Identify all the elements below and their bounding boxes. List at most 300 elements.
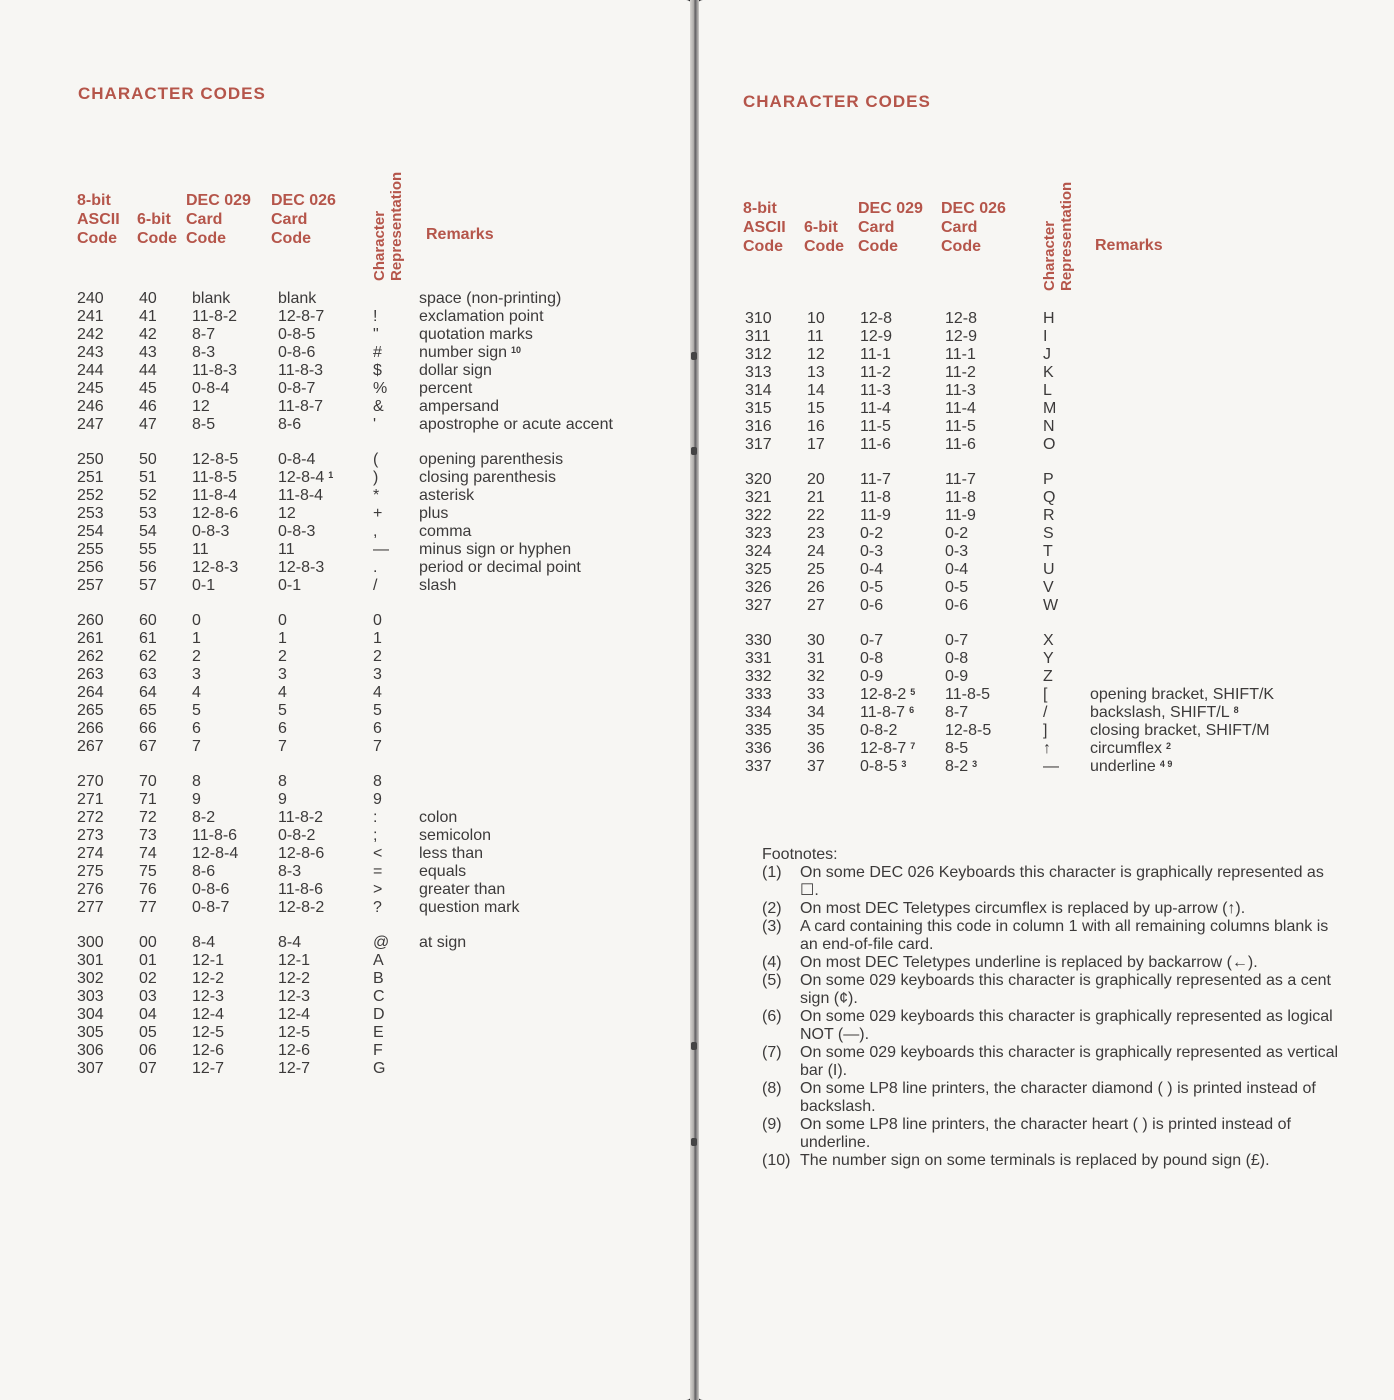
ascii-code-cell-text: 303 [77,988,104,1005]
sixbit-code-cell [807,758,860,776]
ascii-code-cell-text: 266 [77,720,104,737]
dec029-code-cell [860,525,945,543]
sixbit-code-cell [807,436,860,454]
staple [691,352,697,360]
dec029-code-cell [860,543,945,561]
dec029-code-cell-text: 11-9 [860,507,891,524]
dec029-code-cell-text: 12-4 [192,1006,225,1023]
character-cell [1043,704,1090,722]
ascii-code-cell-text: 277 [77,899,104,916]
sixbit-code-cell-text: 54 [139,523,157,540]
dec029-code-cell [192,702,278,720]
character-cell [373,702,419,720]
table-row [77,577,649,595]
dec029-code-cell [860,400,945,418]
table-row [745,561,1320,579]
dec029-code-cell [860,328,945,346]
table-row [745,382,1320,400]
footnote-item [762,1044,1342,1080]
remarks-cell [419,684,649,702]
ascii-code-cell [77,863,139,881]
sixbit-code-cell [807,525,860,543]
dec029-code-cell-text: 12-6 [192,1042,225,1059]
character-cell [1043,418,1090,436]
remarks-cell [419,559,649,577]
ascii-code-cell [745,346,807,364]
dec029-code-cell-text: 0-9 [860,668,884,685]
ascii-code-cell-text: 256 [77,559,104,576]
spacer-cell [77,595,649,612]
dec026-code-cell-text: 8-5 [945,740,969,757]
character-cell-text: % [373,380,388,397]
character-cell-text: . [373,559,378,576]
character-cell-text: > [373,881,383,898]
character-cell [1043,650,1090,668]
header-line: DEC 029 [858,200,923,217]
table-row [745,364,1320,382]
ascii-code-cell [77,612,139,630]
sixbit-code-cell [807,489,860,507]
ascii-code-cell [77,899,139,917]
footnotes [762,846,1342,1170]
dec026-code-cell-text: 0-2 [945,525,969,542]
sixbit-code-cell [807,364,860,382]
dec026-code-cell [945,471,1043,489]
header-line: Representation [1058,181,1075,291]
ascii-code-cell-text: 335 [745,722,772,739]
dec029-code-cell [192,630,278,648]
ascii-code-cell [77,630,139,648]
remarks-cell [1090,436,1320,454]
header-line: Code [137,230,177,247]
dec029-code-cell [192,791,278,809]
dec029-code-cell-text: 11-3 [860,382,891,399]
character-cell [373,648,419,666]
ascii-code-cell-text: 247 [77,416,104,433]
dec026-code-cell-text: 0-9 [945,668,969,685]
dec026-code-cell-text: 12-5 [278,1024,311,1041]
dec026-code-cell [945,418,1043,436]
sixbit-code-cell [139,290,192,308]
table-row [77,970,649,988]
dec029-code-cell [860,632,945,650]
dec026-code-cell-text: 8-2 [945,758,969,775]
sixbit-code-cell [139,738,192,756]
dec029-code-cell [192,773,278,791]
table-row [77,934,649,952]
footnote-ref: 1 [328,470,334,480]
dec026-code-cell-text: 8-6 [278,416,302,433]
character-cell-text: @ [373,934,390,951]
dec026-code-cell-text: 0-7 [945,632,969,649]
table-row [745,507,1320,525]
header-line: ASCII [77,211,120,228]
dec026-code-cell-text: 12-8-2 [278,899,325,916]
ascii-code-cell-text: 306 [77,1042,104,1059]
footnote-text: The number sign on some terminals is replaced by pound sign (£). [800,1152,1270,1169]
table-row [77,827,649,845]
sixbit-code-cell [139,469,192,487]
dec029-code-cell-text: 0 [192,612,201,629]
ascii-code-cell-text: 261 [77,630,104,647]
character-cell [373,827,419,845]
sixbit-code-cell-text: 76 [139,881,157,898]
dec029-code-cell [192,416,278,434]
dec026-code-cell [945,632,1043,650]
table-row [77,952,649,970]
character-cell-text: P [1043,471,1054,488]
dec026-code-cell-text: 0-8-6 [278,344,316,361]
ascii-code-cell [745,561,807,579]
table-row [745,668,1320,686]
sixbit-code-cell-text: 02 [139,970,157,987]
ascii-code-cell-text: 244 [77,362,104,379]
sixbit-code-cell-text: 73 [139,827,157,844]
sixbit-code-cell [139,1006,192,1024]
ascii-code-cell [745,382,807,400]
footnote-ref: 7 [910,741,916,751]
dec026-code-cell-text: 0-8-7 [278,380,316,397]
remarks-cell-text: asterisk [419,487,475,504]
sixbit-code-cell-text: 50 [139,451,157,468]
header-remarks: Remarks [1095,237,1163,254]
remarks-cell [419,290,649,308]
table-row [745,632,1320,650]
remarks-cell [419,523,649,541]
dec026-code-cell [945,489,1043,507]
dec026-code-cell-text: 12-4 [278,1006,311,1023]
ascii-code-cell-text: 334 [745,704,772,721]
ascii-code-cell [745,686,807,704]
character-cell-text: O [1043,436,1056,453]
dec029-code-cell-text: 8-3 [192,344,216,361]
sixbit-code-cell-text: 37 [807,758,825,775]
character-cell-text: ] [1043,722,1048,739]
ascii-code-cell [77,952,139,970]
left-page [0,0,692,1400]
character-cell [373,577,419,595]
character-cell [1043,489,1090,507]
sixbit-code-cell [139,1024,192,1042]
footnote-ref: 6 [909,705,915,715]
header-line: Code [271,230,311,247]
dec029-code-cell-text: 0-8-6 [192,881,230,898]
character-cell [1043,597,1090,615]
remarks-cell-text: apostrophe or acute accent [419,416,613,433]
character-cell [373,469,419,487]
footnote-number: (7) [762,1044,782,1061]
character-cell [1043,364,1090,382]
table-row [77,738,649,756]
ascii-code-cell [745,543,807,561]
sixbit-code-cell-text: 27 [807,597,825,614]
dec026-code-cell-text: 11-6 [945,436,976,453]
sixbit-code-cell-text: 12 [807,346,825,363]
dec026-code-cell-text: 0 [278,612,287,629]
table-row [77,469,649,487]
character-cell-text: 0 [373,612,382,629]
dec029-code-cell [860,650,945,668]
remarks-cell [419,416,649,434]
dec026-code-cell-text: 0-8-2 [278,827,316,844]
dec026-code-cell-text: 0-6 [945,597,969,614]
dec026-code-cell-text: 1 [278,630,287,647]
dec026-code-cell [278,290,373,308]
ascii-code-cell-text: 270 [77,773,104,790]
sixbit-code-cell-text: 01 [139,952,157,969]
footnotes-title: Footnotes: [762,846,838,863]
ascii-code-cell-text: 307 [77,1060,104,1077]
header-dec026-code [271,191,336,248]
sixbit-code-cell [139,326,192,344]
staple [691,1042,697,1050]
sixbit-code-cell-text: 13 [807,364,825,381]
character-cell [1043,436,1090,454]
remarks-cell [1090,668,1320,686]
sixbit-code-cell-text: 53 [139,505,157,522]
dec026-code-cell-text: 11-8-2 [278,809,324,826]
dec029-code-cell [192,899,278,917]
character-cell-text: 1 [373,630,382,647]
character-cell-text: : [373,809,378,826]
remarks-cell-text: colon [419,809,458,826]
sixbit-code-cell [807,740,860,758]
remarks-cell-text: quotation marks [419,326,533,343]
character-cell-text: F [373,1042,383,1059]
remarks-cell-text: comma [419,523,472,540]
character-cell-text: L [1043,382,1052,399]
character-cell [1043,382,1090,400]
remarks-cell [419,469,649,487]
dec029-code-cell [192,1042,278,1060]
dec029-code-cell [860,668,945,686]
dec029-code-cell-text: 8-5 [192,416,216,433]
footnote-ref: 8 [1233,705,1239,715]
remarks-cell [419,1042,649,1060]
dec029-code-cell [192,523,278,541]
ascii-code-cell [77,469,139,487]
sixbit-code-cell-text: 41 [139,308,157,325]
dec029-code-cell [860,436,945,454]
character-cell [373,791,419,809]
dec029-code-cell [192,380,278,398]
sixbit-code-cell-text: 61 [139,630,157,647]
remarks-cell-text: ampersand [419,398,500,415]
sixbit-code-cell-text: 20 [807,471,825,488]
remarks-cell [1090,525,1320,543]
dec029-code-cell [192,505,278,523]
dec026-code-cell [945,328,1043,346]
dec026-code-cell-text: 11-4 [945,400,976,417]
header-remarks: Remarks [426,226,494,243]
remarks-cell-text: space (non-printing) [419,290,562,307]
footnote-item [762,954,1342,972]
character-cell [373,380,419,398]
dec029-code-cell-text: 11-7 [860,471,891,488]
dec026-code-cell [278,326,373,344]
character-cell-text: J [1043,346,1051,363]
sixbit-code-cell [807,471,860,489]
dec029-code-cell [192,845,278,863]
character-cell [373,899,419,917]
dec026-code-cell [945,579,1043,597]
dec026-code-cell-text: 0-3 [945,543,969,560]
sixbit-code-cell [807,579,860,597]
sixbit-code-cell [139,451,192,469]
sixbit-code-cell [139,505,192,523]
dec026-code-cell-text: 11-8-7 [278,398,324,415]
book-gutter [690,0,699,1400]
dec026-code-cell-text: 0-1 [278,577,302,594]
ascii-code-cell [77,451,139,469]
remarks-cell [419,827,649,845]
sixbit-code-cell-text: 74 [139,845,157,862]
character-cell [373,308,419,326]
remarks-cell [419,881,649,899]
dec026-code-cell-text: 9 [278,791,287,808]
dec026-code-cell [278,773,373,791]
ascii-code-cell-text: 300 [77,934,104,951]
footnote-item [762,864,1342,900]
ascii-code-cell [745,328,807,346]
dec026-code-cell-text: 3 [278,666,287,683]
remarks-cell [1090,364,1320,382]
dec026-code-cell [278,720,373,738]
sixbit-code-cell-text: 16 [807,418,825,435]
remarks-cell [419,1060,649,1078]
table-row [77,398,649,416]
dec029-code-cell [860,346,945,364]
dec029-code-cell-text: 0-8-2 [860,722,898,739]
character-cell-text: ? [373,899,382,916]
table-row [745,310,1320,328]
dec026-code-cell [278,380,373,398]
character-cell [373,738,419,756]
character-cell-text: R [1043,507,1055,524]
sixbit-code-cell [807,668,860,686]
table-row [77,630,649,648]
table-row [77,416,649,434]
table-row [745,579,1320,597]
dec026-code-cell [278,952,373,970]
sixbit-code-cell [807,328,860,346]
sixbit-code-cell-text: 24 [807,543,825,560]
footnote-ref: 3 [901,759,907,769]
remarks-cell [419,308,649,326]
sixbit-code-cell-text: 43 [139,344,157,361]
remarks-cell [1090,650,1320,668]
sixbit-code-cell-text: 70 [139,773,157,790]
dec029-code-cell [192,541,278,559]
remarks-cell-text: closing parenthesis [419,469,556,486]
dec029-code-cell [192,720,278,738]
remarks-cell [1090,632,1320,650]
dec029-code-cell [860,418,945,436]
remarks-cell [419,666,649,684]
dec026-code-cell [945,650,1043,668]
dec026-code-cell [278,505,373,523]
footnote-number: (4) [762,954,782,971]
ascii-code-cell [77,988,139,1006]
sixbit-code-cell-text: 77 [139,899,157,916]
footnote-ref: 10 [511,345,522,355]
dec029-code-cell-text: 12-8-6 [192,505,239,522]
table-row [77,809,649,827]
dec029-code-cell-text: 12-8-4 [192,845,239,862]
remarks-cell [419,344,649,362]
dec026-code-cell-text: 12-7 [278,1060,311,1077]
dec029-code-cell-text: 9 [192,791,201,808]
character-code-table [77,290,649,1078]
character-cell-text: A [373,952,384,969]
sixbit-code-cell-text: 72 [139,809,157,826]
remarks-cell [1090,543,1320,561]
footnote-number: (9) [762,1116,782,1133]
ascii-code-cell-text: 326 [745,579,772,596]
character-cell [1043,328,1090,346]
sixbit-code-cell-text: 07 [139,1060,157,1077]
remarks-cell [1090,561,1320,579]
remarks-cell-text: less than [419,845,484,862]
table-row [77,505,649,523]
dec029-code-cell [192,362,278,380]
character-cell [1043,543,1090,561]
dec029-code-cell-text: 11 [192,541,209,558]
header-character-representation [1041,182,1075,291]
dec026-code-cell [278,881,373,899]
ascii-code-cell [77,827,139,845]
dec029-code-cell [192,1024,278,1042]
remarks-cell [419,1024,649,1042]
ascii-code-cell [77,523,139,541]
group-spacer [77,917,649,934]
ascii-code-cell-text: 312 [745,346,772,363]
dec026-code-cell [278,398,373,416]
character-cell [1043,632,1090,650]
ascii-code-cell [745,400,807,418]
character-cell [1043,579,1090,597]
dec029-code-cell-text: 0-6 [860,597,884,614]
character-cell-text: = [373,863,383,880]
group-spacer [77,756,649,773]
ascii-code-cell-text: 264 [77,684,104,701]
footnote-text: On most DEC Teletypes circumflex is replaced by up-arrow (↑). [800,900,1246,917]
table-row [77,1006,649,1024]
sixbit-code-cell-text: 06 [139,1042,157,1059]
group-spacer [77,434,649,451]
ascii-code-cell-text: 304 [77,1006,104,1023]
dec026-code-cell [945,597,1043,615]
sixbit-code-cell [807,632,860,650]
dec029-code-cell-text: 7 [192,738,201,755]
sixbit-code-cell [139,809,192,827]
dec026-code-cell-text: 12-6 [278,1042,311,1059]
header-line: ASCII [743,219,786,236]
ascii-code-cell [745,471,807,489]
ascii-code-cell-text: 267 [77,738,104,755]
character-cell [373,809,419,827]
sixbit-code-cell-text: 67 [139,738,157,755]
spacer-cell [77,434,649,451]
dec029-code-cell-text: 11-2 [860,364,891,381]
header-6bit-code [804,218,844,256]
dec029-code-cell [860,382,945,400]
sixbit-code-cell-text: 52 [139,487,157,504]
header-6bit-code [137,210,177,248]
header-line: 6-bit [804,219,838,236]
sixbit-code-cell [139,1060,192,1078]
character-cell [373,1042,419,1060]
